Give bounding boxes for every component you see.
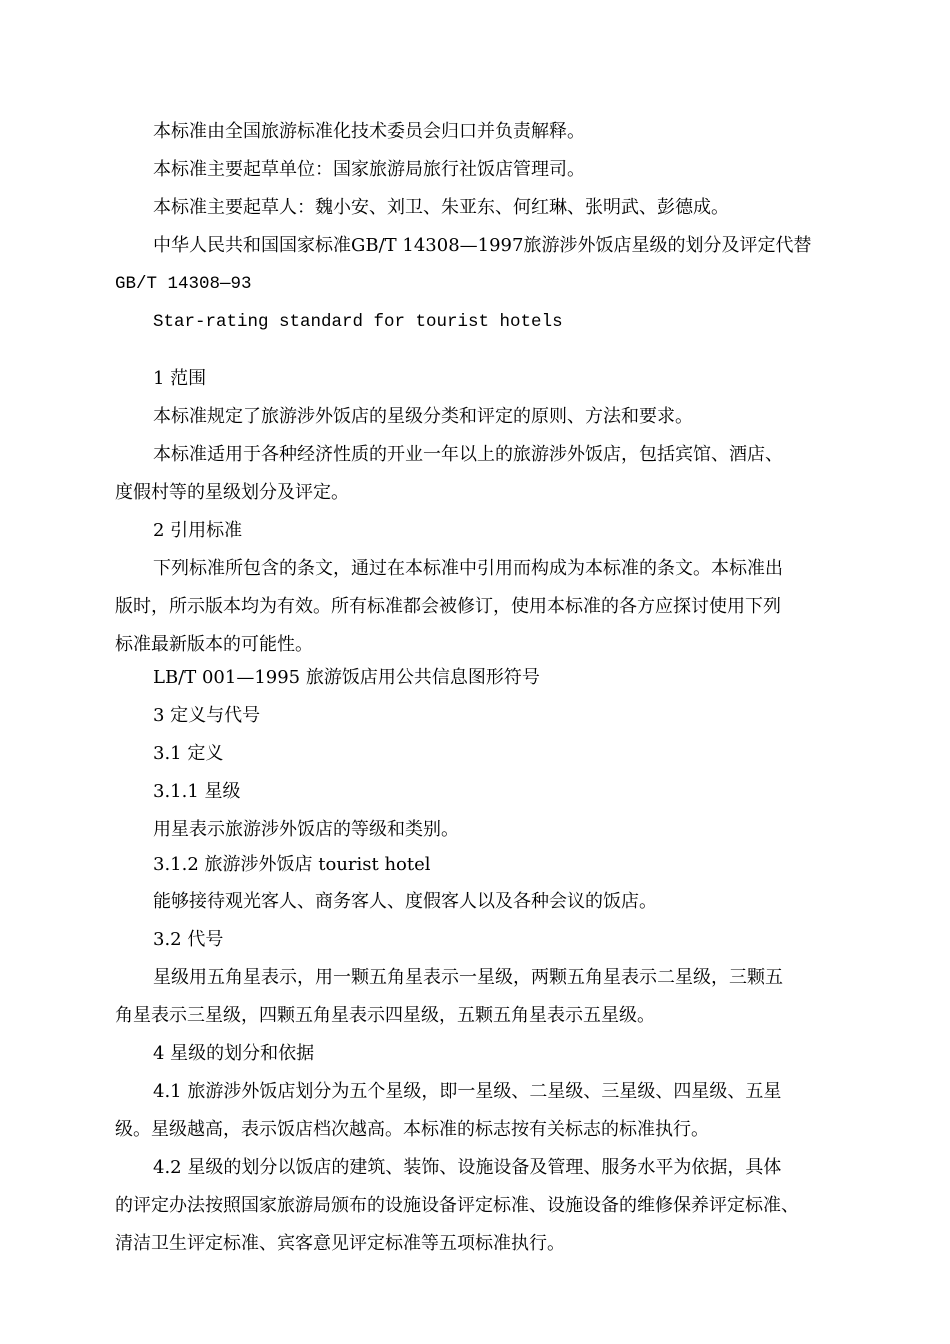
- paragraph-line: 标准最新版本的可能性。: [115, 634, 313, 655]
- paragraph-line: 本标准由全国旅游标准化技术委员会归口并负责解释。: [153, 121, 585, 142]
- paragraph-line: 的评定办法按照国家旅游局颁布的设施设备评定标准、设施设备的维修保养评定标准、: [115, 1195, 799, 1216]
- paragraph-line: 本标准主要起草人：魏小安、刘卫、朱亚东、何红琳、张明武、彭德成。: [153, 197, 729, 218]
- paragraph-line: 用星表示旅游涉外饭店的等级和类别。: [153, 819, 459, 840]
- english-title: Star-rating standard for tourist hotels: [153, 312, 563, 332]
- paragraph-line: 下列标准所包含的条文，通过在本标准中引用而构成为本标准的条文。本标准出: [153, 558, 783, 579]
- paragraph-line: 度假村等的星级划分及评定。: [115, 482, 349, 503]
- subsection-heading: 3.1.1 星级: [153, 781, 241, 802]
- paragraph-line: GB/T 14308—93: [115, 274, 252, 294]
- section-heading: 2 引用标准: [153, 520, 243, 541]
- paragraph-line: 中华人民共和国国家标准GB/T 14308—1997旅游涉外饭店星级的划分及评定代替: [153, 235, 812, 256]
- section-heading: 3 定义与代号: [153, 705, 261, 726]
- subsection-heading: 3.1.2 旅游涉外饭店 tourist hotel: [153, 854, 431, 875]
- paragraph-line: 角星表示三星级，四颗五角星表示四星级，五颗五角星表示五星级。: [115, 1005, 655, 1026]
- paragraph-line: 4.1 旅游涉外饭店划分为五个星级，即一星级、二星级、三星级、四星级、五星: [153, 1081, 782, 1102]
- section-heading: 4 星级的划分和依据: [153, 1043, 315, 1064]
- subsection-heading: 3.2 代号: [153, 929, 224, 950]
- paragraph-line: 本标准规定了旅游涉外饭店的星级分类和评定的原则、方法和要求。: [153, 406, 693, 427]
- paragraph-line: 版时，所示版本均为有效。所有标准都会被修订，使用本标准的各方应探讨使用下列: [115, 596, 781, 617]
- paragraph-line: 星级用五角星表示，用一颗五角星表示一星级，两颗五角星表示二星级，三颗五: [153, 967, 783, 988]
- paragraph-line: 级。星级越高，表示饭店档次越高。本标准的标志按有关标志的标准执行。: [115, 1119, 709, 1140]
- reference-line: LB/T 001—1995 旅游饭店用公共信息图形符号: [153, 667, 540, 688]
- paragraph-line: 本标准主要起草单位：国家旅游局旅行社饭店管理司。: [153, 159, 585, 180]
- paragraph-line: 4.2 星级的划分以饭店的建筑、装饰、设施设备及管理、服务水平为依据，具体: [153, 1157, 782, 1178]
- section-heading: 1 范围: [153, 368, 207, 389]
- paragraph-line: 清洁卫生评定标准、宾客意见评定标准等五项标准执行。: [115, 1233, 565, 1254]
- paragraph-line: 本标准适用于各种经济性质的开业一年以上的旅游涉外饭店，包括宾馆、酒店、: [153, 444, 783, 465]
- paragraph-line: 能够接待观光客人、商务客人、度假客人以及各种会议的饭店。: [153, 891, 657, 912]
- subsection-heading: 3.1 定义: [153, 743, 224, 764]
